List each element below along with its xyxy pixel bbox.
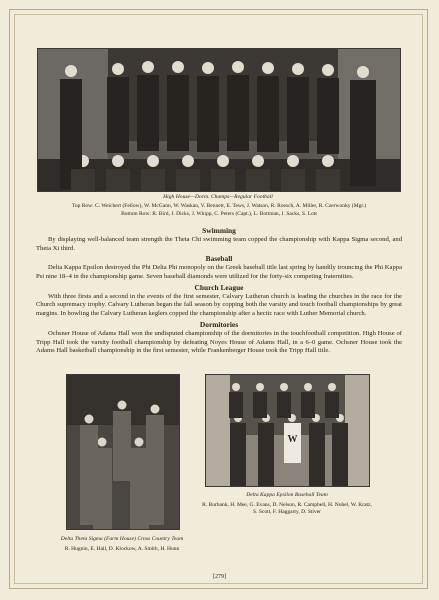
section-text: Delta Kappa Epsilon destroyed the Phi Delta Phi monopoly on the Greek baseball title last spring by handily trouncing the Phi Kappa Psi nine 18–4 in the championship game. Seven baseball diamonds were utilized for the forty-six competing fraternities. (36, 264, 402, 281)
right-photo-caption: Delta Kappa Epsilon Baseball Team (246, 492, 328, 498)
right-photo-names: R. Burbank, H. Mee, G. Evans, D. Nelson, R. Campbell, H. Nobel, W. Kratz, S. Scott, F. Haggarty, D. Stiver (202, 502, 372, 516)
top-photo-names-bottom-row: Bottom Row: R. Bird, J. Dicks, J. Whipp, C. Peters (Capt.), L. Bottman, J. Sacks, S. Lott (121, 211, 317, 217)
section-text: With three firsts and a second in the events of the first semester, Calvary Lutheran church is leading the churches in the race for the Church supremacy trophy. Calvary Lutheran began the fall season by copping both the varsity and touch football championships by great margins. In bowling the Calvary Lutheran keglers copped the championship after a hectic race with Luther Memorial church. (36, 292, 402, 318)
page-number: [279] (213, 574, 226, 580)
football-team-photo (37, 48, 401, 192)
section-text: By displaying well-balanced team strength the Theta Chi swimming team copped the championship with Kappa Sigma second, and Theta Xi third. (36, 235, 402, 252)
top-photo-names-top-row: Top Row: C. Weichert (Fellow), W. McGann, W. Waskan, V. Bennett, E. Tews, J. Watson, R. Roesch, A. Miller, R. Czerwonky (Mgr.) (71, 203, 367, 209)
section-heading: Baseball (205, 254, 233, 264)
baseball-team-photo (205, 374, 370, 487)
left-photo-caption: Delta Theta Sigma (Farm House) Cross Country Team (60, 536, 184, 542)
section-heading: Swimming (202, 226, 236, 235)
top-photo-caption: High House—Dorm. Champs—Regular Football (163, 194, 273, 200)
section-text: Ochsner House of Adams Hall won the undisputed championship of the dormitories in the touchfootball competition. High House of Tripp Hall took the varsity football championship by defeating Noyes House of Adams Hall, in a 6–0 game. Ochsner House took the Adams Hall basketball championship in the first semester, while Frankenberger House took the Tripp Hall title. (36, 329, 402, 355)
cross-country-team-photo (66, 374, 180, 530)
jersey-letter: W (287, 434, 298, 445)
section-swimming (36, 227, 402, 253)
section-church-league (36, 284, 402, 319)
section-heading: Dormitories (199, 319, 239, 329)
section-heading: Church League (194, 282, 244, 292)
section-dormitories (36, 321, 402, 356)
article-body (36, 225, 402, 356)
left-photo-names: R. Hugnin, E. Hall, D. Klockow, A. Smith, H. Hunn (64, 546, 180, 552)
section-baseball (36, 255, 402, 281)
